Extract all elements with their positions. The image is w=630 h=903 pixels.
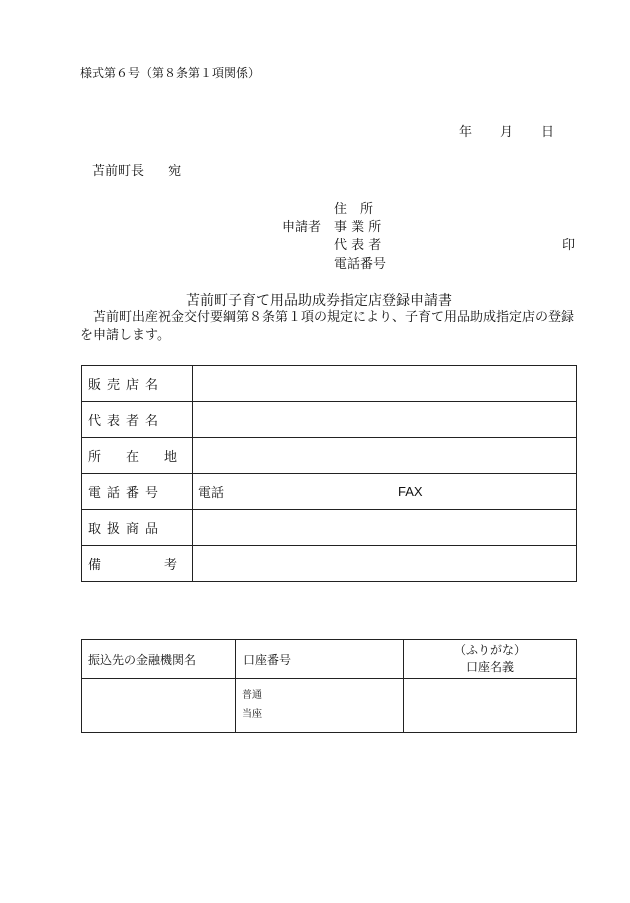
account-name-label: 口座名義	[465, 660, 514, 674]
products-field[interactable]	[193, 510, 577, 546]
addressee	[92, 160, 181, 179]
bank-account-table	[81, 639, 577, 733]
account-number-field[interactable]	[236, 679, 404, 733]
table-row	[82, 402, 577, 438]
phone-number-label: 電話番号	[82, 474, 193, 510]
document-title: 苫前町子育て用品助成券指定店登録申請書	[186, 293, 452, 309]
table-row	[82, 510, 577, 546]
table-row	[82, 546, 577, 582]
addressee-name: 苫前町長	[92, 164, 145, 179]
account-number-header: 口座番号	[236, 640, 404, 679]
bank-institution-header: 振込先の金融機関名	[82, 640, 236, 679]
account-name-header	[404, 640, 577, 679]
seal-mark: 印	[562, 238, 576, 253]
account-type-current: 当座	[242, 709, 262, 720]
table-row	[82, 640, 577, 679]
products-label: 取扱商品	[82, 510, 193, 546]
fax-label: FAX	[398, 484, 423, 499]
location-label: 所 在 地	[82, 438, 193, 474]
store-info-table	[81, 365, 577, 582]
bank-institution-field[interactable]	[82, 679, 236, 733]
store-name-field[interactable]	[193, 366, 577, 402]
phone-fax-field[interactable]	[193, 474, 577, 510]
date-day-label: 日	[541, 125, 555, 140]
phone-label: 電話	[198, 486, 225, 501]
applicant-title: 申請者	[282, 220, 322, 235]
applicant-address-label: 住 所	[334, 202, 374, 217]
representative-name-field[interactable]	[193, 402, 577, 438]
applicant-office-label: 事 業 所	[334, 220, 382, 235]
applicant-phone-label: 電話番号	[334, 257, 387, 272]
table-row	[82, 474, 577, 510]
date-year-label: 年	[459, 125, 473, 140]
addressee-suffix: 宛	[168, 164, 182, 179]
form-number: 様式第６号（第８条第１項関係）	[80, 66, 261, 80]
account-type-ordinary: 普通	[242, 690, 262, 701]
location-field[interactable]	[193, 438, 577, 474]
table-row	[82, 438, 577, 474]
remarks-field[interactable]	[193, 546, 577, 582]
table-row	[82, 366, 577, 402]
date-month-label: 月	[500, 125, 514, 140]
applicant-representative-label: 代 表 者	[334, 238, 382, 253]
store-name-label: 販売店名	[82, 366, 193, 402]
representative-name-label: 代表者名	[82, 402, 193, 438]
remarks-label: 備 考	[82, 546, 193, 582]
table-row	[82, 679, 577, 733]
document-body: 苫前町出産祝金交付要綱第８条第１項の規定により、子育て用品助成指定店の登録を申請します。	[80, 310, 575, 343]
furigana-label: （ふりがな）	[453, 643, 526, 657]
account-name-field[interactable]	[404, 679, 577, 733]
